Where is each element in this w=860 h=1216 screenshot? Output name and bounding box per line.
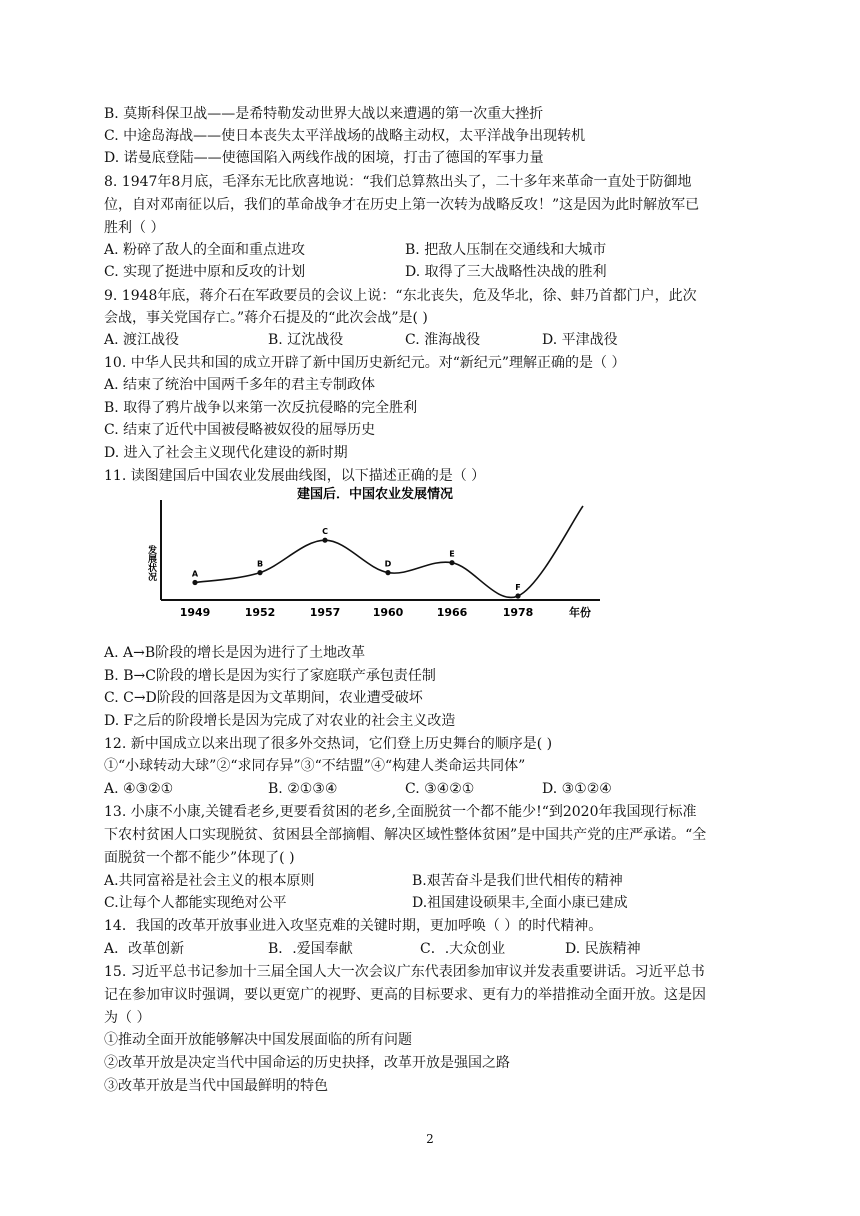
chart-x-tick-1949: 1949 [179,606,211,619]
q12-option-d: D. ③①②④ [542,781,612,797]
chart-y-axis-label: 发展状况 [146,545,156,581]
q10-stem: 10. 中华人民共和国的成立开辟了新中国历史新纪元。对“新纪元”理解正确的是（ ） [104,355,626,371]
q9-option-a: A. 渡江战役 [104,332,180,348]
q11-option-b: B. B→C阶段的增长是因为实行了家庭联产承包责任制 [104,668,436,684]
q8-option-b: B. 把敌人压制在交通线和大城市 [405,242,607,258]
chart-point-a [192,580,197,585]
q11-option-d: D. F之后的阶段增长是因为完成了对农业的社会主义改造 [104,713,456,729]
chart-point-b [257,570,262,575]
q12-option-c: C. ③④②① [405,781,475,797]
chart-point-label-a: A [191,569,199,579]
chart-point-label-b: B [256,559,264,569]
page-number: 2 [426,1132,434,1146]
q13-option-c: C.让每个人都能实现绝对公平 [104,895,287,911]
q7-option-c: C. 中途岛海战——使日本丧失太平洋战场的战略主动权，太平洋战争出现转机 [104,128,586,144]
q8-option-c: C. 实现了挺进中原和反攻的计划 [104,264,306,280]
chart-x-tick-1952: 1952 [244,606,276,619]
chart-x-tick-1957: 1957 [309,606,341,619]
q12-option-b: B. ②①③④ [268,781,338,797]
chart-point-e [449,560,454,565]
chart-point-label-f: F [515,583,521,592]
q9-stem-line1: 9. 1948年底，蒋介石在军政要员的会议上说：“东北丧失，危及华北，徐、蚌乃首都门户，此次 [104,288,697,304]
q15-item-3: ③改革开放是当代中国最鲜明的特色 [104,1078,328,1094]
q15-stem-line1: 15. 习近平总书记参加十三届全国人大一次会议广东代表团参加审议并发表重要讲话。习近平总书 [104,964,705,980]
q8-option-a: A. 粉碎了敌人的全面和重点进攻 [104,242,306,258]
q13-stem-line1: 13. 小康不小康,关键看老乡,更要看贫困的老乡,全面脱贫一个都不能少!“到2020年我国现行标准 [104,804,697,820]
q14-option-c: C．.大众创业 [420,941,506,957]
q10-option-d: D. 进入了社会主义现代化建设的新时期 [104,445,348,461]
q13-stem-line3: 面脱贫一个都不能少”体现了( ) [104,850,295,866]
q13-option-a: A.共同富裕是社会主义的根本原则 [104,873,315,889]
chart-point-label-d: D [384,559,392,569]
chart-point-f [515,593,520,598]
q12-stem: 12. 新中国成立以来出现了很多外交热词，它们登上历史舞台的顺序是( ) [104,736,553,752]
chart-title: 建国后．中国农业发展情况 [296,487,454,502]
q13-option-d: D.祖国建设硕果丰,全面小康已建成 [412,895,628,911]
chart-x-tick-1978: 1978 [502,606,534,619]
q8-stem-line3: 胜利（ ） [104,220,165,236]
chart-point-c [322,538,327,543]
q7-option-d: D. 诺曼底登陆——使德国陷入两线作战的困境，打击了德国的军事力量 [104,150,544,166]
q9-option-c: C. 淮海战役 [405,332,481,348]
q7-option-b: B. 莫斯科保卫战——是希特勒发动世界大战以来遭遇的第一次重大挫折 [104,106,544,122]
q15-item-2: ②改革开放是决定当代中国命运的历史抉择，改革开放是强国之路 [104,1055,510,1071]
q14-option-a: A．改革创新 [104,941,185,957]
q14-stem: 14．我国的改革开放事业进入攻坚克难的关键时期，更加呼唤（ ）的时代精神。 [104,918,603,934]
q8-option-d: D. 取得了三大战略性决战的胜利 [405,264,607,280]
q10-option-a: A. 结束了统治中国两千多年的君主专制政体 [104,377,376,393]
chart-point-d [385,570,390,575]
q8-stem-line2: 位，自对邓南征以后，我们的革命战争才在历史上第一次转为战略反攻！”这是因为此时解放军已 [104,197,700,213]
q15-stem-line3: 为（ ） [104,1010,151,1026]
chart-x-axis-label: 年份 [569,606,591,619]
q9-option-d: D. 平津战役 [542,332,618,348]
q9-stem-line2: 会战，事关党国存亡。”蒋介石提及的“此次会战”是( ) [104,310,428,326]
chart-point-label-c: C [322,527,328,537]
q11-option-a: A. A→B阶段的增长是因为进行了土地改革 [104,645,366,661]
q13-option-b: B.艰苦奋斗是我们世代相传的精神 [412,873,623,889]
q9-option-b: B. 辽沈战役 [268,332,344,348]
q12-items: ①“小球转动大球”②“求同存异”③“不结盟”④“构建人类命运共同体” [104,758,526,774]
q14-option-d: D. 民族精神 [565,941,641,957]
chart-point-label-e: E [449,549,455,559]
q14-option-b: B．.爱国奉献 [268,941,353,957]
q15-stem-line2: 记在参加审议时强调，要以更宽广的视野、更高的目标要求、更有力的举措推动全面开放。这是因 [104,987,706,1003]
q10-option-c: C. 结束了近代中国被侵略被奴役的屈辱历史 [104,422,376,438]
q15-item-1: ①推动全面开放能够解决中国发展面临的所有问题 [104,1032,412,1048]
chart-series-line [195,506,583,597]
q8-stem-line1: 8. 1947年8月底，毛泽东无比欣喜地说：“我们总算熬出头了，二十多年来革命一直处于防御地 [104,174,692,190]
q10-option-b: B. 取得了鸦片战争以来第一次反抗侵略的完全胜利 [104,400,418,416]
q11-option-c: C. C→D阶段的回落是因为文革期间，农业遭受破坏 [104,690,423,706]
q12-option-a: A. ④③②① [104,781,174,797]
agriculture-line-chart [145,480,605,625]
q11-stem: 11. 读图建国后中国农业发展曲线图，以下描述正确的是（ ） [104,468,486,484]
chart-x-tick-1966: 1966 [436,606,468,619]
q13-stem-line2: 下农村贫困人口实现脱贫、贫困县全部摘帽、解决区域性整体贫困”是中国共产党的庄严承诺。“全 [104,827,707,843]
chart-x-tick-1960: 1960 [372,606,404,619]
